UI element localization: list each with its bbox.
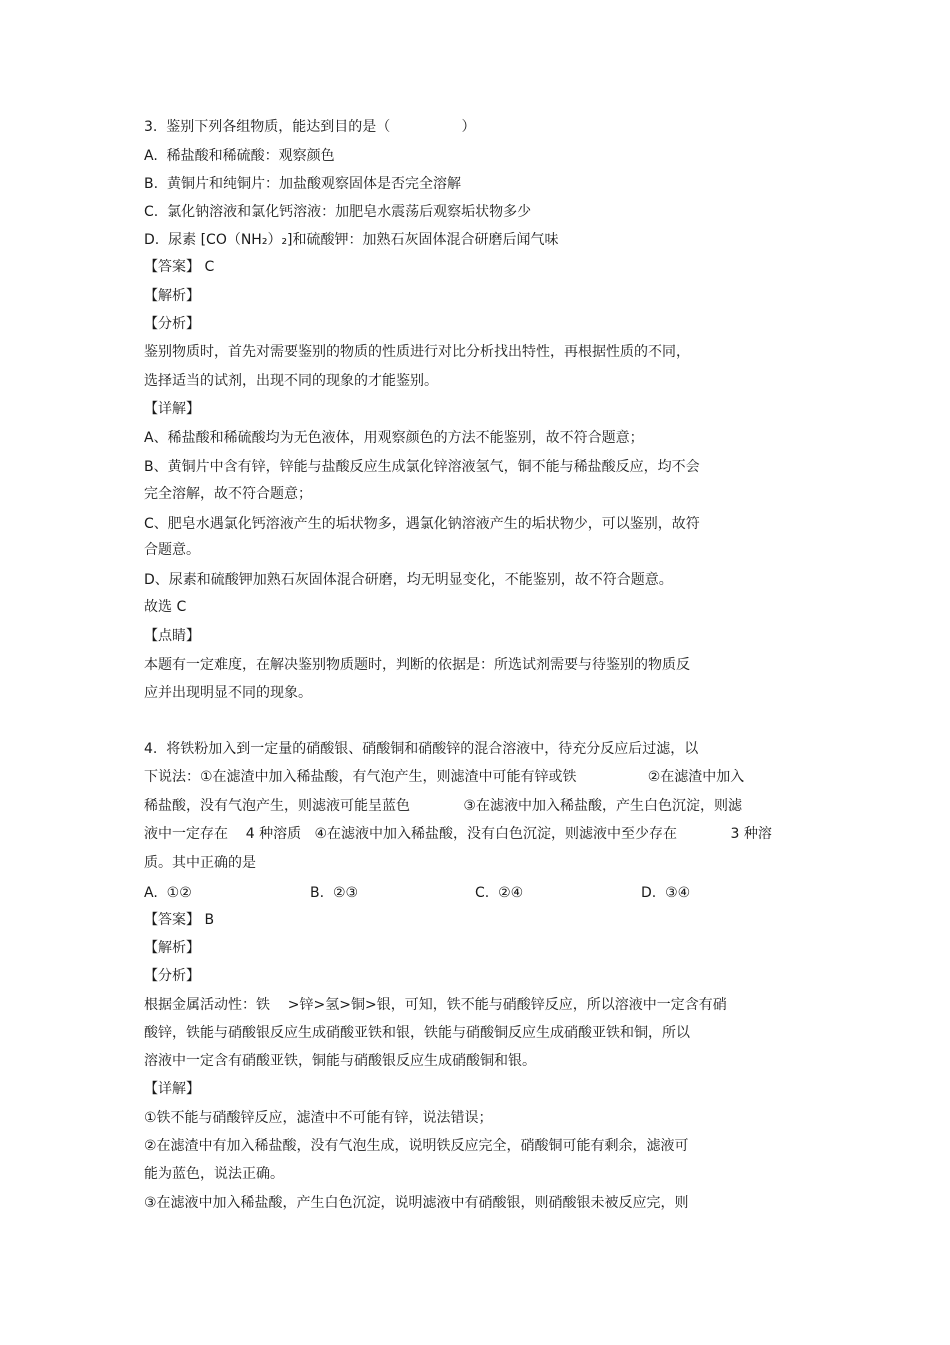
q3-option-b: B. 黄铜片和纯铜片：加盐酸观察固体是否完全溶解 bbox=[144, 176, 461, 192]
q4-detail-2: ②在滤渣中有加入稀盐酸，没有气泡生成，说明铁反应完全，硝酸铜可能有剩余，滤液可 bbox=[144, 1138, 689, 1154]
q3-jiexi-label: 【解析】 bbox=[144, 288, 200, 304]
q3-option-c: C. 氯化钠溶液和氯化钙溶液：加肥皂水震荡后观察垢状物多少 bbox=[144, 204, 532, 220]
q4-option-b: B. ②③ bbox=[310, 885, 359, 901]
q4-xiangjie-label: 【详解】 bbox=[144, 1081, 200, 1097]
q4-detail-4: ③在滤液中加入稀盐酸，产生白色沉淀，说明滤液中有硝酸银，则硝酸银未被反应完，则 bbox=[144, 1195, 689, 1211]
q3-detail-1: A、稀盐酸和稀硫酸均为无色液体，用观察颜色的方法不能鉴别，故不符合题意； bbox=[144, 430, 644, 446]
q4-option-d: D. ③④ bbox=[641, 885, 691, 901]
q4-detail-1: ①铁不能与硝酸锌反应，滤渣中不可能有锌，说法错误； bbox=[144, 1110, 493, 1126]
q4-stem-3: 稀盐酸，没有气泡产生，则滤液可能呈蓝色 ③在滤液中加入稀盐酸，产生白色沉淀，则滤 bbox=[144, 798, 742, 814]
q3-detail-2: B、黄铜片中含有锌，锌能与盐酸反应生成氯化锌溶液氢气，铜不能与稀盐酸反应，均不会 bbox=[144, 459, 700, 475]
q4-stem-2: 下说法：①在滤渣中加入稀盐酸，有气泡产生，则滤渣中可能有锌或铁 ②在滤渣中加入 bbox=[144, 769, 745, 785]
q3-stem: 3. 鉴别下列各组物质，能达到目的是（ ） bbox=[144, 119, 476, 135]
q4-stem-4: 液中一定存在 4 种溶质 ④在滤液中加入稀盐酸，没有白色沉淀，则滤液中至少存在 3 种溶 bbox=[144, 826, 772, 842]
q3-dianjing-text-1: 本题有一定难度，在解决鉴别物质题时，判断的依据是：所选试剂需要与待鉴别的物质反 bbox=[144, 657, 690, 673]
q4-fenxi-label: 【分析】 bbox=[144, 968, 200, 984]
q4-option-a: A. ①② bbox=[144, 885, 192, 901]
q3-detail-3: 完全溶解，故不符合题意； bbox=[144, 486, 312, 502]
q3-answer: 【答案】 C bbox=[144, 259, 215, 275]
q3-dianjing-text-2: 应并出现明显不同的现象。 bbox=[144, 685, 312, 701]
q3-detail-4: C、肥皂水遇氯化钙溶液产生的垢状物多，遇氯化钠溶液产生的垢状物少，可以鉴别，故符 bbox=[144, 516, 700, 532]
q3-detail-5: 合题意。 bbox=[144, 542, 200, 558]
q3-fenxi-label: 【分析】 bbox=[144, 316, 200, 332]
q4-fenxi-text-1: 根据金属活动性：铁 >锌>氢>铜>银，可知，铁不能与硝酸锌反应，所以溶液中一定含有硝 bbox=[144, 997, 727, 1013]
q4-answer: 【答案】 B bbox=[144, 912, 215, 928]
q3-detail-6: D、尿素和硫酸钾加熟石灰固体混合研磨，均无明显变化，不能鉴别，故不符合题意。 bbox=[144, 572, 673, 588]
q4-jiexi-label: 【解析】 bbox=[144, 940, 200, 956]
q3-dianjing-label: 【点睛】 bbox=[144, 628, 200, 644]
q4-fenxi-text-3: 溶液中一定含有硝酸亚铁，铜能与硝酸银反应生成硝酸铜和银。 bbox=[144, 1053, 536, 1069]
q4-stem-5: 质。其中正确的是 bbox=[144, 855, 256, 871]
q4-stem-1: 4. 将铁粉加入到一定量的硝酸银、硝酸铜和硝酸锌的混合溶液中，待充分反应后过滤，以 bbox=[144, 741, 699, 757]
q3-fenxi-text-1: 鉴别物质时，首先对需要鉴别的物质的性质进行对比分析找出特性，再根据性质的不同， bbox=[144, 344, 690, 360]
q3-fenxi-text-2: 选择适当的试剂，出现不同的现象的才能鉴别。 bbox=[144, 373, 438, 389]
q3-detail-7: 故选 C bbox=[144, 599, 187, 615]
q3-option-d: D. 尿素 [CO（NH₂）₂]和硫酸钾：加熟石灰固体混合研磨后闻气味 bbox=[144, 232, 559, 248]
q4-option-c: C. ②④ bbox=[475, 885, 524, 901]
q3-option-a: A. 稀盐酸和稀硫酸：观察颜色 bbox=[144, 148, 335, 164]
q3-xiangjie-label: 【详解】 bbox=[144, 401, 200, 417]
q4-fenxi-text-2: 酸锌，铁能与硝酸银反应生成硝酸亚铁和银，铁能与硝酸铜反应生成硝酸亚铁和铜，所以 bbox=[144, 1025, 690, 1041]
q4-detail-3: 能为蓝色，说法正确。 bbox=[144, 1166, 284, 1182]
